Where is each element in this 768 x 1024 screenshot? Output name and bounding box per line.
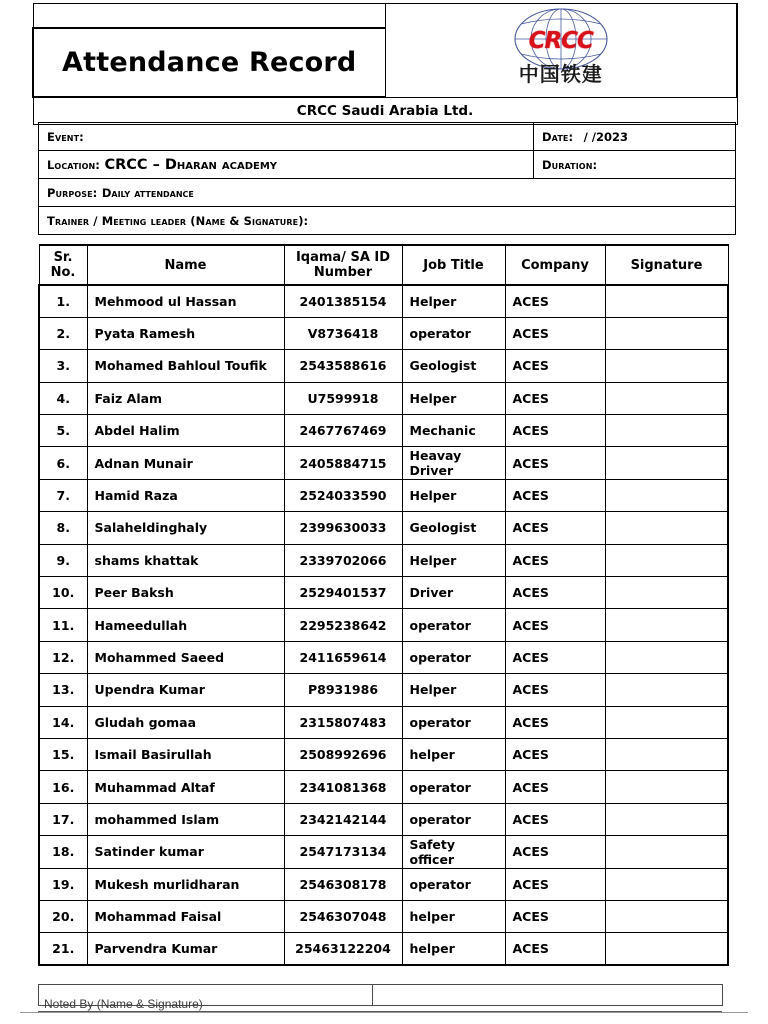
footer-row-top (39, 985, 723, 1006)
cell-id: 2529401537 (284, 577, 402, 609)
cell-signature[interactable] (605, 641, 728, 673)
cell-name: Mohammed Saeed (87, 641, 284, 673)
cell-signature[interactable] (605, 544, 728, 576)
purpose-label: Purpose: (47, 185, 98, 200)
cell-job: operator (402, 317, 505, 349)
cell-sr: 5. (39, 415, 87, 447)
cell-id: V8736418 (284, 317, 402, 349)
cell-signature[interactable] (605, 900, 728, 932)
cell-company: ACES (505, 415, 605, 447)
cell-sr: 17. (39, 803, 87, 835)
trainer-label: Trainer / Meeting leader (Name & Signature): (47, 213, 309, 228)
cell-job: Mechanic (402, 415, 505, 447)
cell-name: Mohammad Faisal (87, 900, 284, 932)
col-sr-line2: No. (50, 265, 76, 280)
cell-company: ACES (505, 609, 605, 641)
table-row (39, 609, 728, 641)
location-label: Location: (47, 157, 100, 172)
cell-id: 2315807483 (284, 706, 402, 738)
cell-sr: 16. (39, 771, 87, 803)
cell-sr: 7. (39, 479, 87, 511)
cell-name: Abdel Halim (87, 415, 284, 447)
cell-company: ACES (505, 933, 605, 965)
cell-name: mohammed Islam (87, 803, 284, 835)
cell-sr: 4. (39, 382, 87, 414)
table-row (39, 285, 728, 317)
cell-company: ACES (505, 512, 605, 544)
cell-signature[interactable] (605, 350, 728, 382)
cell-company: ACES (505, 544, 605, 576)
cell-sr: 12. (39, 641, 87, 673)
cell-company: ACES (505, 577, 605, 609)
cell-job: operator (402, 609, 505, 641)
column-header-signature: Signature (605, 245, 728, 285)
noted-by-table (38, 984, 723, 1011)
cell-sr: 8. (39, 512, 87, 544)
cell-id: 2399630033 (284, 512, 402, 544)
cell-id: 2547173134 (284, 836, 402, 868)
table-row (39, 641, 728, 673)
cell-name: Hameedullah (87, 609, 284, 641)
date-label: Date: (542, 129, 574, 144)
table-row (39, 415, 728, 447)
crcc-logo (505, 8, 617, 92)
event-label: Event: (47, 129, 84, 144)
cell-sr: 2. (39, 317, 87, 349)
cell-name: Muhammad Altaf (87, 771, 284, 803)
company-name-line: CRCC Saudi Arabia Ltd. (33, 97, 737, 125)
table-row (39, 933, 728, 965)
cell-id: 25463122204 (284, 933, 402, 965)
cell-name: Mukesh murlidharan (87, 868, 284, 900)
cell-job: operator (402, 706, 505, 738)
cell-id: 2341081368 (284, 771, 402, 803)
cell-id: 2546308178 (284, 868, 402, 900)
cell-company: ACES (505, 382, 605, 414)
column-header-name: Name (87, 245, 284, 285)
col-id-line2: Number (313, 265, 373, 280)
document-header-table (32, 3, 738, 125)
date-field[interactable] (534, 123, 736, 151)
table-row (39, 577, 728, 609)
cell-name: Parvendra Kumar (87, 933, 284, 965)
event-field[interactable] (39, 123, 534, 151)
cell-signature[interactable] (605, 317, 728, 349)
table-row (39, 900, 728, 932)
table-header-row (39, 245, 728, 285)
table-row (39, 738, 728, 770)
cell-sr: 6. (39, 447, 87, 479)
cell-signature[interactable] (605, 771, 728, 803)
cell-job: Geologist (402, 512, 505, 544)
cell-company: ACES (505, 447, 605, 479)
cell-company: ACES (505, 771, 605, 803)
purpose-value: Daily attendance (101, 185, 194, 200)
col-sr-line1: Sr. (53, 250, 73, 265)
cell-signature[interactable] (605, 382, 728, 414)
cell-sr: 19. (39, 868, 87, 900)
cell-company: ACES (505, 285, 605, 317)
location-field[interactable] (39, 151, 534, 179)
cell-id: P8931986 (284, 674, 402, 706)
cell-job: helper (402, 900, 505, 932)
cell-signature[interactable] (605, 674, 728, 706)
cell-job: Helper (402, 544, 505, 576)
cell-company: ACES (505, 641, 605, 673)
cell-job: Helper (402, 479, 505, 511)
column-header-iqama-id (284, 245, 402, 285)
page-bottom-cut-line (20, 1012, 748, 1013)
cell-sr: 1. (39, 285, 87, 317)
cell-sr: 21. (39, 933, 87, 965)
cell-job: Safety officer (402, 836, 505, 868)
noted-by-label: Noted By (Name & Signature) (44, 997, 203, 1011)
attendance-table (38, 244, 729, 966)
cell-name: Upendra Kumar (87, 674, 284, 706)
col-id-line1: Iqama/ SA ID (295, 250, 391, 265)
logo-chinese-text: 中国铁建 (518, 62, 603, 87)
noted-by-label-cell (39, 985, 373, 1011)
form-row-purpose (39, 179, 736, 207)
purpose-field[interactable] (39, 179, 736, 207)
cell-id: 2339702066 (284, 544, 402, 576)
table-row (39, 479, 728, 511)
header-spacer-cell (33, 4, 385, 29)
date-value: / /2023 (583, 129, 629, 144)
logo-cell (385, 4, 737, 98)
cell-name: Adnan Munair (87, 447, 284, 479)
cell-job: operator (402, 803, 505, 835)
cell-signature[interactable] (605, 868, 728, 900)
cell-signature[interactable] (605, 933, 728, 965)
cell-company: ACES (505, 803, 605, 835)
cell-job: Geologist (402, 350, 505, 382)
table-row (39, 868, 728, 900)
cell-id: 2524033590 (284, 479, 402, 511)
cell-name: Satinder kumar (87, 836, 284, 868)
cell-name: Faiz Alam (87, 382, 284, 414)
header-top-row (33, 4, 737, 29)
cell-id: 2508992696 (284, 738, 402, 770)
table-row (39, 706, 728, 738)
cell-sr: 10. (39, 577, 87, 609)
cell-name: Hamid Raza (87, 479, 284, 511)
cell-id: 2342142144 (284, 803, 402, 835)
attendance-table-head (39, 245, 728, 285)
cell-signature[interactable] (605, 512, 728, 544)
page-title-cell (33, 28, 385, 97)
cell-sr: 14. (39, 706, 87, 738)
cell-company: ACES (505, 350, 605, 382)
cell-name: shams khattak (87, 544, 284, 576)
cell-signature[interactable] (605, 577, 728, 609)
cell-sr: 9. (39, 544, 87, 576)
logo-brand-text: CRCC (528, 28, 593, 55)
cell-sr: 13. (39, 674, 87, 706)
table-row (39, 447, 728, 479)
form-row-trainer (39, 207, 736, 235)
cell-job: Driver (402, 577, 505, 609)
table-row (39, 674, 728, 706)
cell-signature[interactable] (605, 415, 728, 447)
table-row (39, 771, 728, 803)
cell-name: Mohamed Bahloul Toufik (87, 350, 284, 382)
cell-signature[interactable] (605, 803, 728, 835)
table-row (39, 544, 728, 576)
page-title: Attendance Record (62, 47, 357, 78)
cell-company: ACES (505, 479, 605, 511)
form-row-location-duration (39, 151, 736, 179)
cell-job: operator (402, 771, 505, 803)
cell-sr: 15. (39, 738, 87, 770)
cell-id: 2405884715 (284, 447, 402, 479)
cell-company: ACES (505, 900, 605, 932)
cell-job: operator (402, 641, 505, 673)
cell-signature[interactable] (605, 479, 728, 511)
cell-name: Ismail Basirullah (87, 738, 284, 770)
cell-id: 2543588616 (284, 350, 402, 382)
noted-by-value-cell[interactable] (373, 985, 723, 1006)
header-company-row (33, 97, 737, 125)
cell-name: Mehmood ul Hassan (87, 285, 284, 317)
column-header-company: Company (505, 245, 605, 285)
cell-signature[interactable] (605, 609, 728, 641)
table-row (39, 317, 728, 349)
trainer-field[interactable] (39, 207, 736, 235)
attendance-table-body (39, 285, 728, 965)
cell-id: U7599918 (284, 382, 402, 414)
table-row (39, 836, 728, 868)
cell-company: ACES (505, 868, 605, 900)
cell-job: Helper (402, 674, 505, 706)
cell-job: helper (402, 738, 505, 770)
column-header-job-title: Job Title (402, 245, 505, 285)
form-row-event-date (39, 123, 736, 151)
cell-job: Helper (402, 285, 505, 317)
cell-signature[interactable] (605, 706, 728, 738)
meeting-details-form (38, 122, 736, 235)
cell-job: Helper (402, 382, 505, 414)
cell-name: Salaheldinghaly (87, 512, 284, 544)
cell-name: Peer Baksh (87, 577, 284, 609)
cell-name: Pyata Ramesh (87, 317, 284, 349)
cell-company: ACES (505, 706, 605, 738)
duration-label: Duration: (542, 157, 598, 172)
cell-signature[interactable] (605, 738, 728, 770)
cell-company: ACES (505, 317, 605, 349)
table-row (39, 350, 728, 382)
cell-sr: 3. (39, 350, 87, 382)
cell-id: 2401385154 (284, 285, 402, 317)
cell-name: Gludah gomaa (87, 706, 284, 738)
cell-signature[interactable] (605, 836, 728, 868)
cell-job: helper (402, 933, 505, 965)
cell-sr: 20. (39, 900, 87, 932)
cell-id: 2546307048 (284, 900, 402, 932)
cell-job: operator (402, 868, 505, 900)
column-header-sr-no (39, 245, 87, 285)
cell-job: Heavay Driver (402, 447, 505, 479)
cell-id: 2411659614 (284, 641, 402, 673)
cell-signature[interactable] (605, 285, 728, 317)
duration-field[interactable] (534, 151, 736, 179)
cell-id: 2467767469 (284, 415, 402, 447)
cell-company: ACES (505, 836, 605, 868)
cell-sr: 18. (39, 836, 87, 868)
cell-company: ACES (505, 738, 605, 770)
table-row (39, 512, 728, 544)
cell-signature[interactable] (605, 447, 728, 479)
cell-sr: 11. (39, 609, 87, 641)
table-row (39, 382, 728, 414)
cell-company: ACES (505, 674, 605, 706)
location-value: CRCC – Dharan academy (104, 156, 278, 173)
table-row (39, 803, 728, 835)
cell-id: 2295238642 (284, 609, 402, 641)
